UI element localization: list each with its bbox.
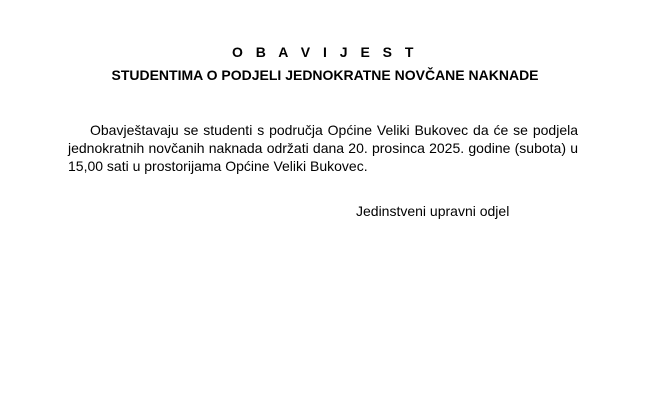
signature: Jedinstveni upravni odjel bbox=[356, 203, 510, 219]
announcement-paragraph: Obavještavaju se studenti s područja Općine Veliki Bukovec da će se podjela jednokratnih novčanih naknada održati dana 20. prosinca 2025. godine (subota) u 15,00 sati u prostorijama Općine Veliki Bukovec. bbox=[68, 122, 578, 174]
document-subtitle: STUDENTIMA O PODJELI JEDNOKRATNE NOVČANE NAKNADE bbox=[111, 67, 539, 83]
document-title: O B A V I J E S T bbox=[232, 44, 418, 60]
